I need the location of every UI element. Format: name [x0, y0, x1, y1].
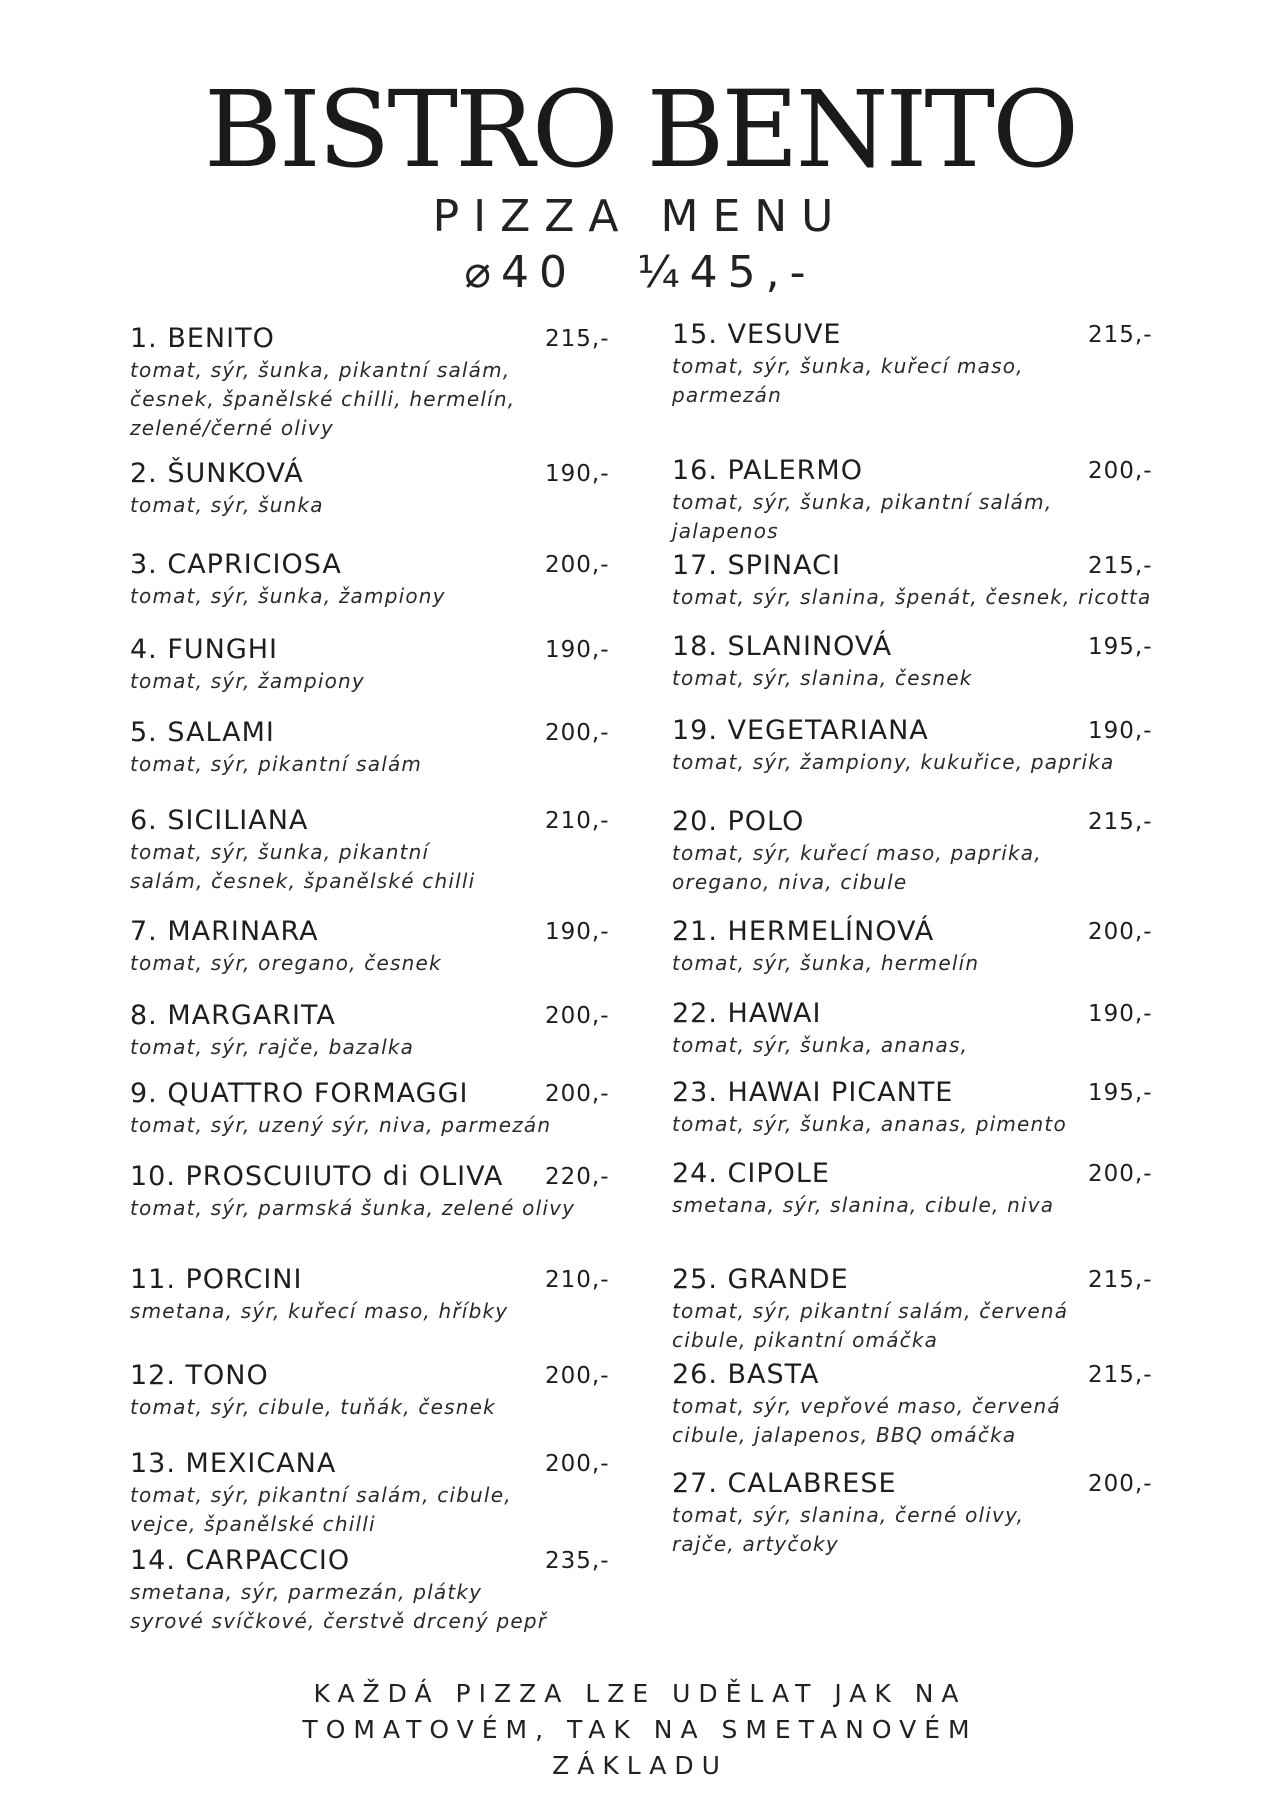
pizza-price: 200,-	[1088, 458, 1153, 484]
pizza-name: 23. HAWAI PICANTE	[672, 1077, 954, 1108]
pizza-name: 20. POLO	[672, 806, 805, 837]
pizza-name: 10. PROSCUIUTO di OLIVA	[130, 1161, 504, 1192]
pizza-ingredients: česnek, španělské chilli, hermelín,	[130, 387, 516, 411]
pizza-price: 200,-	[545, 1081, 610, 1107]
pizza-name: 17. SPINACI	[672, 550, 841, 581]
pizza-price: 220,-	[545, 1164, 610, 1190]
pizza-price: 200,-	[1088, 919, 1153, 945]
pizza-ingredients: tomat, sýr, šunka, hermelín	[672, 951, 980, 975]
pizza-ingredients: tomat, sýr, slanina, česnek	[672, 666, 973, 690]
pizza-ingredients: tomat, sýr, šunka, ananas, pimento	[672, 1112, 1067, 1136]
pizza-ingredients: oregano, niva, cibule	[672, 870, 908, 894]
pizza-price: 200,-	[545, 552, 610, 578]
pizza-price: 190,-	[1088, 718, 1153, 744]
pizza-name: 3. CAPRICIOSA	[130, 549, 342, 580]
pizza-ingredients: smetana, sýr, slanina, cibule, niva	[672, 1193, 1055, 1217]
pizza-name: 13. MEXICANA	[130, 1448, 337, 1479]
footer-line: KAŽDÁ PIZZA LZE UDĚLAT JAK NA	[313, 1679, 967, 1708]
pizza-name: 24. CIPOLE	[672, 1158, 830, 1189]
pizza-name: 25. GRANDE	[672, 1264, 849, 1295]
pizza-ingredients: tomat, sýr, šunka, pikantní salám,	[672, 490, 1053, 514]
pizza-ingredients: cibule, jalapenos, BBQ omáčka	[672, 1423, 1017, 1447]
pizza-name: 6. SICILIANA	[130, 805, 309, 836]
pizza-name: 8. MARGARITA	[130, 1000, 336, 1031]
pizza-name: 12. TONO	[130, 1360, 269, 1391]
pizza-ingredients: tomat, sýr, pikantní salám, červená	[672, 1299, 1069, 1323]
pizza-diameter: ⌀40	[464, 247, 577, 298]
pizza-ingredients: tomat, sýr, slanina, špenát, česnek, ricotta	[672, 585, 1152, 609]
pizza-ingredients: syrové svíčkové, čerstvě drcený pepř	[130, 1609, 548, 1633]
pizza-name: 5. SALAMI	[130, 717, 275, 748]
pizza-price: 200,-	[545, 1363, 610, 1389]
pizza-ingredients: parmezán	[672, 383, 782, 407]
pizza-name: 2. ŠUNKOVÁ	[130, 458, 304, 489]
pizza-size-info	[0, 246, 1280, 300]
pizza-ingredients: tomat, sýr, žampiony	[130, 669, 365, 693]
pizza-ingredients: vejce, španělské chilli	[130, 1512, 376, 1536]
pizza-ingredients: tomat, sýr, kuřecí maso, paprika,	[672, 841, 1042, 865]
quarter-price: ¼45,-	[636, 247, 816, 298]
pizza-ingredients: tomat, sýr, šunka, žampiony	[130, 584, 446, 608]
footer-line: TOMATOVÉM, TAK NA SMETANOVÉM	[302, 1715, 978, 1744]
pizza-ingredients: zelené/černé olivy	[130, 416, 334, 440]
pizza-price: 190,-	[1088, 1001, 1153, 1027]
pizza-ingredients: tomat, sýr, vepřové maso, červená	[672, 1394, 1061, 1418]
pizza-price: 190,-	[545, 637, 610, 663]
pizza-ingredients: salám, česnek, španělské chilli	[130, 869, 476, 893]
menu-subtitle: PIZZA MENU	[432, 191, 848, 242]
pizza-ingredients: tomat, sýr, uzený sýr, niva, parmezán	[130, 1113, 552, 1137]
pizza-name: 27. CALABRESE	[672, 1468, 897, 1499]
pizza-ingredients: tomat, sýr, šunka, pikantní	[130, 840, 430, 864]
footer-note	[0, 1676, 1280, 1784]
pizza-price: 215,-	[1088, 1362, 1153, 1388]
pizza-ingredients: smetana, sýr, parmezán, plátky	[130, 1580, 483, 1604]
pizza-ingredients: tomat, sýr, oregano, česnek	[130, 951, 442, 975]
pizza-ingredients: tomat, sýr, parmská šunka, zelené olivy	[130, 1196, 576, 1220]
pizza-price: 215,-	[1088, 809, 1153, 835]
pizza-ingredients: tomat, sýr, pikantní salám, cibule,	[130, 1483, 512, 1507]
pizza-ingredients: tomat, sýr, šunka, kuřecí maso,	[672, 354, 1024, 378]
pizza-name: 15. VESUVE	[672, 319, 842, 350]
pizza-name: 19. VEGETARIANA	[672, 715, 929, 746]
pizza-price: 200,-	[545, 1003, 610, 1029]
pizza-name: 16. PALERMO	[672, 455, 863, 486]
pizza-ingredients: rajče, artyčoky	[672, 1532, 839, 1556]
pizza-name: 7. MARINARA	[130, 916, 319, 947]
pizza-name: 18. SLANINOVÁ	[672, 631, 893, 662]
pizza-name: 22. HAWAI	[672, 998, 822, 1029]
pizza-name: 1. BENITO	[130, 323, 275, 354]
pizza-price: 195,-	[1088, 1080, 1153, 1106]
pizza-price: 215,-	[545, 326, 610, 352]
restaurant-title: BISTRO BENITO	[204, 68, 1076, 191]
pizza-name: 4. FUNGHI	[130, 634, 279, 665]
pizza-price: 200,-	[545, 720, 610, 746]
pizza-ingredients: cibule, pikantní omáčka	[672, 1328, 939, 1352]
pizza-price: 195,-	[1088, 634, 1153, 660]
pizza-price: 200,-	[1088, 1471, 1153, 1497]
pizza-ingredients: tomat, sýr, šunka, ananas,	[672, 1033, 969, 1057]
pizza-ingredients: tomat, sýr, cibule, tuňák, česnek	[130, 1395, 496, 1419]
pizza-price: 200,-	[1088, 1161, 1153, 1187]
pizza-ingredients: tomat, sýr, žampiony, kukuřice, paprika	[672, 750, 1115, 774]
pizza-name: 11. PORCINI	[130, 1264, 303, 1295]
pizza-ingredients: jalapenos	[672, 519, 779, 543]
pizza-price: 210,-	[545, 808, 610, 834]
pizza-price: 215,-	[1088, 1267, 1153, 1293]
pizza-name: 14. CARPACCIO	[130, 1545, 351, 1576]
pizza-price: 235,-	[545, 1548, 610, 1574]
pizza-ingredients: tomat, sýr, slanina, černé olivy,	[672, 1503, 1025, 1527]
pizza-price: 190,-	[545, 461, 610, 487]
pizza-name: 26. BASTA	[672, 1359, 820, 1390]
pizza-price: 190,-	[545, 919, 610, 945]
pizza-name: 9. QUATTRO FORMAGGI	[130, 1078, 469, 1109]
pizza-price: 200,-	[545, 1451, 610, 1477]
pizza-ingredients: smetana, sýr, kuřecí maso, hříbky	[130, 1299, 509, 1323]
pizza-ingredients: tomat, sýr, pikantní salám	[130, 752, 423, 776]
pizza-ingredients: tomat, sýr, šunka	[130, 493, 324, 517]
pizza-price: 215,-	[1088, 553, 1153, 579]
pizza-price: 215,-	[1088, 322, 1153, 348]
pizza-name: 21. HERMELÍNOVÁ	[672, 916, 935, 947]
pizza-ingredients: tomat, sýr, šunka, pikantní salám,	[130, 358, 511, 382]
pizza-ingredients: tomat, sýr, rajče, bazalka	[130, 1035, 415, 1059]
footer-line: ZÁKLADU	[552, 1751, 728, 1780]
pizza-price: 210,-	[545, 1267, 610, 1293]
